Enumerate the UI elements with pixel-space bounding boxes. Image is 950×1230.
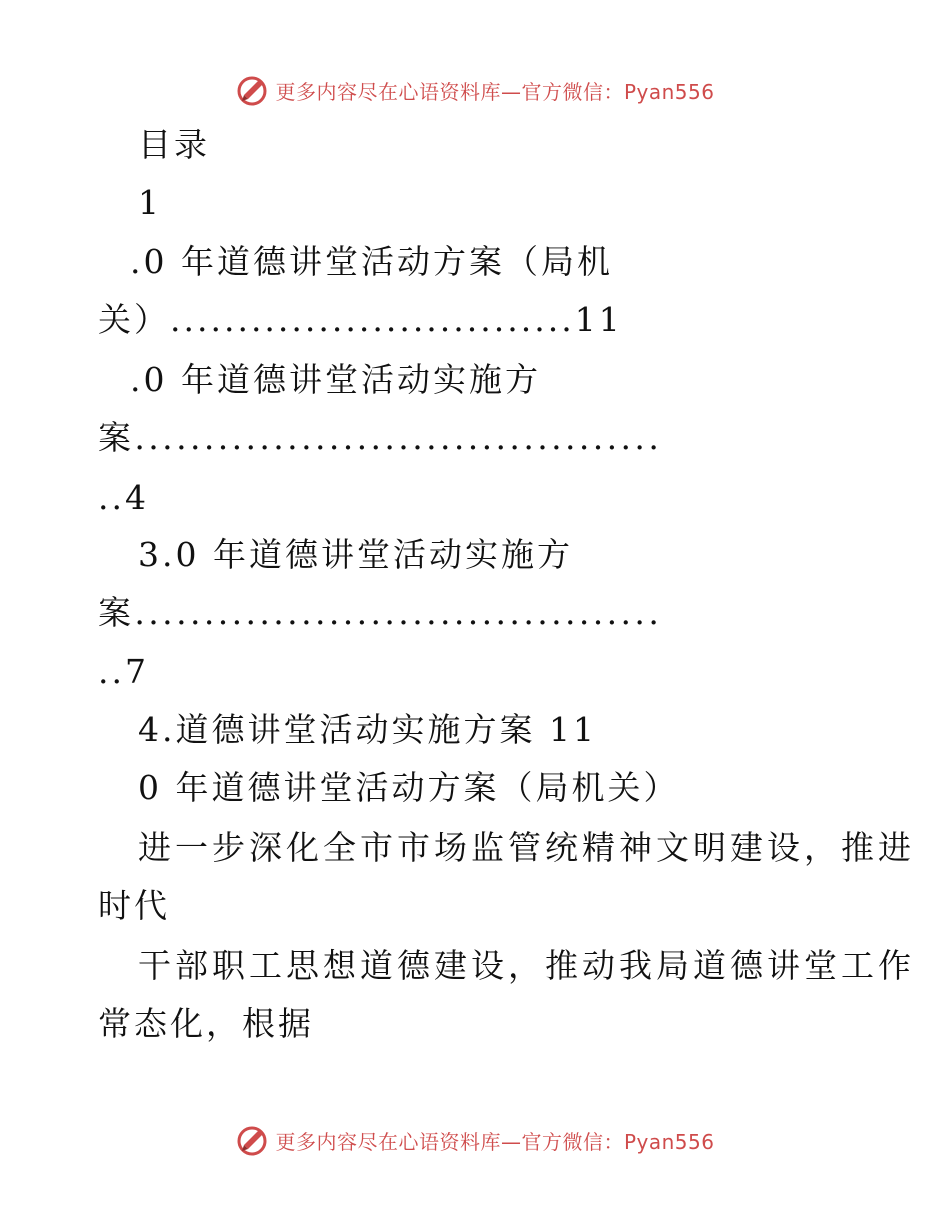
toc-title: 目录 xyxy=(138,125,210,164)
text-line: 1 xyxy=(138,183,162,222)
text-line: ..4 xyxy=(98,478,149,517)
text-line: 关）..............................11 xyxy=(98,300,623,339)
text-line: 案...................................... xyxy=(98,418,663,457)
text-line: 4.道德讲堂活动实施方案 11 xyxy=(138,710,597,749)
pen-logo-icon xyxy=(235,73,269,107)
text-line: 常态化，根据 xyxy=(98,1004,314,1043)
text-line: 案...................................... xyxy=(98,593,663,632)
text-line: .0 年道德讲堂活动实施方 xyxy=(130,360,541,399)
text-line: .0 年道德讲堂活动方案（局机 xyxy=(130,242,613,281)
footer-banner xyxy=(0,1120,950,1160)
text-line: 干部职工思想道德建设，推动我局道德讲堂工作 xyxy=(138,946,915,985)
header-banner-text: 更多内容尽在心语资料库—官方微信：Pyan556 xyxy=(275,79,715,104)
pen-logo-icon xyxy=(235,1123,269,1157)
footer-banner-text: 更多内容尽在心语资料库—官方微信：Pyan556 xyxy=(275,1129,715,1154)
header-banner xyxy=(0,70,950,110)
text-line: 进一步深化全市市场监管统精神文明建设，推进 xyxy=(138,828,915,867)
text-line: 3.0 年道德讲堂活动实施方 xyxy=(138,535,573,574)
text-line: ..7 xyxy=(98,652,149,691)
text-line: 时代 xyxy=(98,886,170,925)
text-line: 0 年道德讲堂活动方案（局机关） xyxy=(138,768,680,807)
